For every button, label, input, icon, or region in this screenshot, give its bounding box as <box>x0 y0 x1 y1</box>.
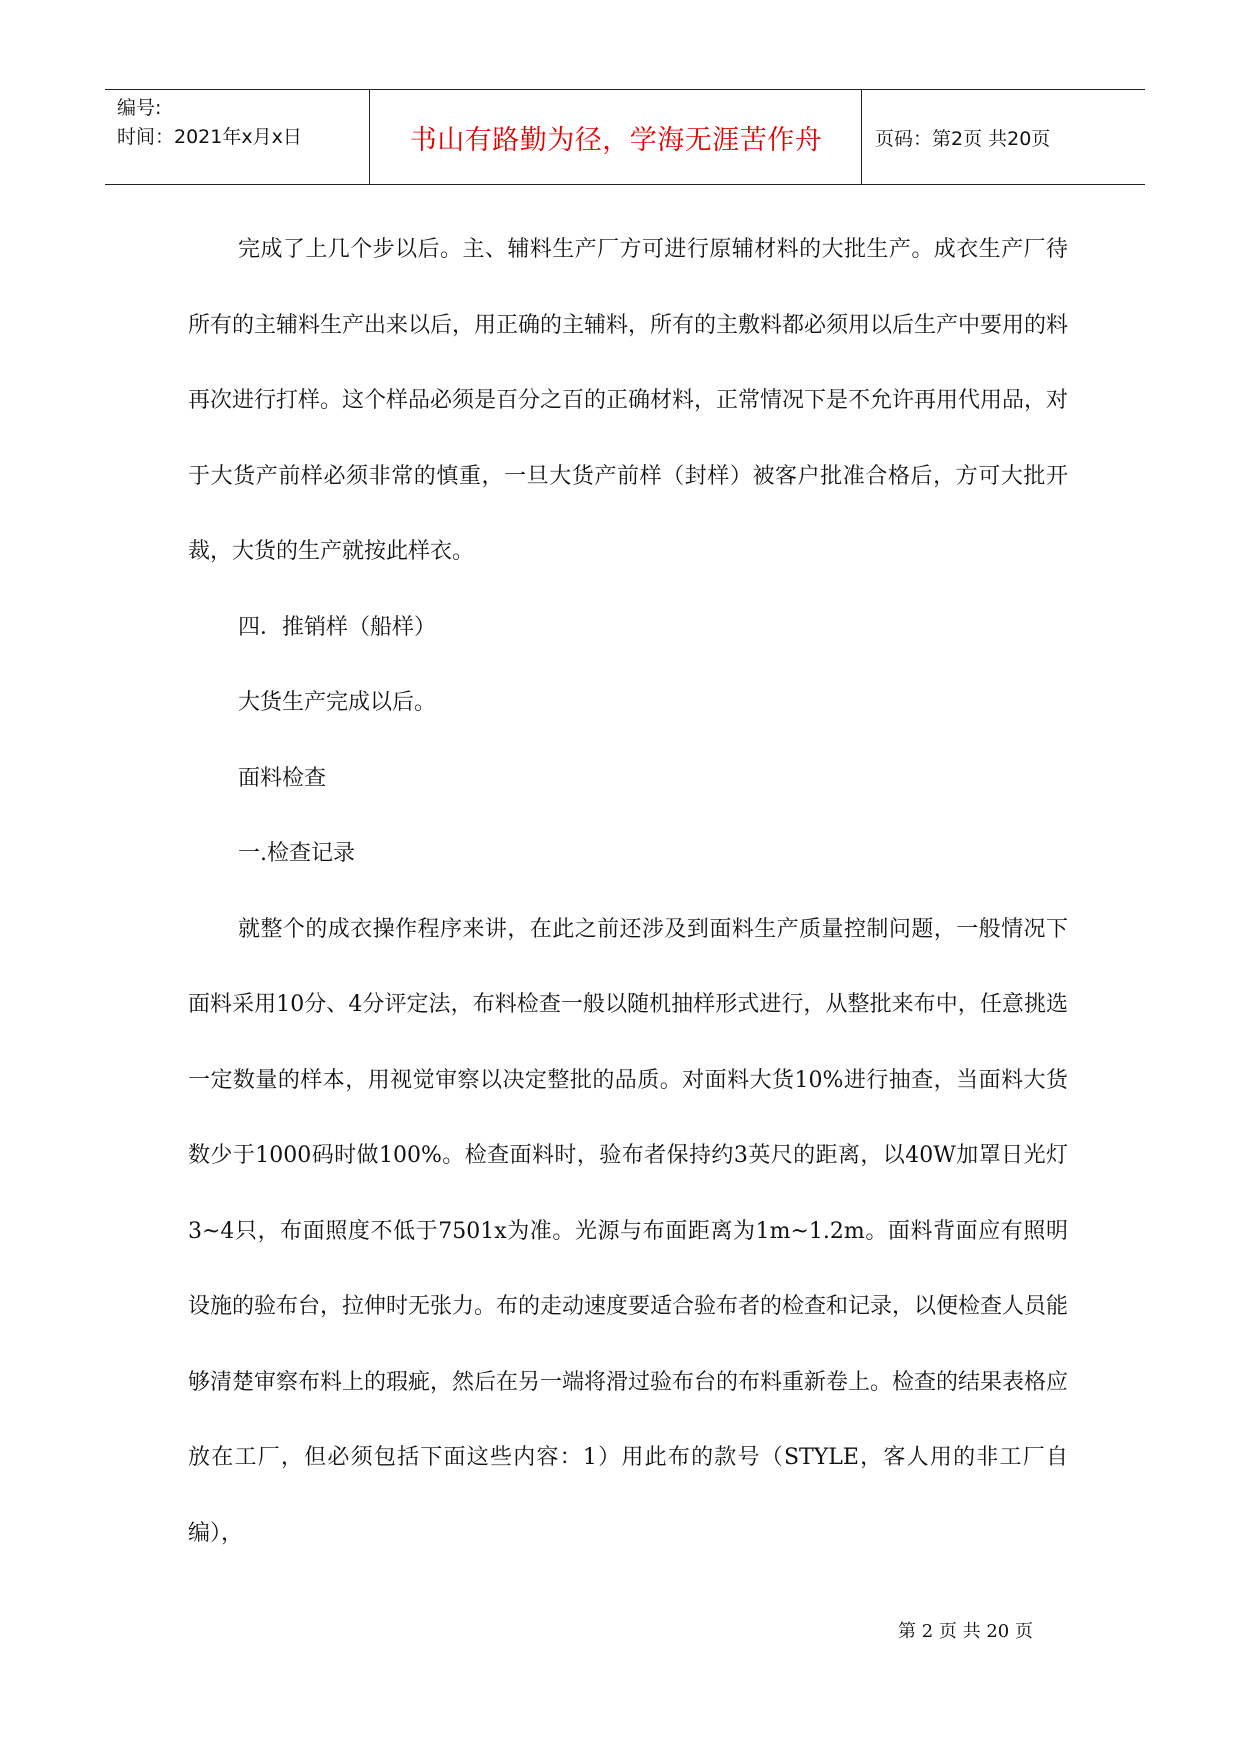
header-divider <box>369 90 370 184</box>
header-divider <box>861 90 862 184</box>
paragraph: 完成了上几个步以后。主、辅料生产厂方可进行原辅材料的大批生产。成衣生产厂待所有的主辅料生产出来以后，用正确的主辅料，所有的主敷料都必须用以后生产中要用的料再次进行打样。这个样品必须是百分之百的正确材料，正常情况下是不允许再用代用品，对于大货产前样必须非常的慎重，一旦大货产前样（封样）被客户批准合格后，方可大批开裁，大货的生产就按此样衣。 <box>188 237 1069 564</box>
paragraph: 就整个的成衣操作程序来讲，在此之前还涉及到面料生产质量控制问题，一般情况下面料采用10分、4分评定法，布料检查一般以随机抽样形式进行，从整批来布中，任意挑选一定数量的样本，用视觉审察以决定整批的品质。对面料大货10%进行抽查，当面料大货数少于1000码时做100%。检查面料时，验布者保持约3英尺的距离，以40W加罩日光灯3~4只，布面照度不低于7501x为准。光源与布面距离为1m~1.2m。面料背面应有照明设施的验布台，拉伸时无张力。布的走动速度要适合验布者的检查和记录，以便检查人员能够清楚审察布料上的瑕疵，然后在另一端将滑过验布台的布料重新卷上。检查的结果表格应放在工厂，但必须包括下面这些内容：1）用此布的款号（STYLE，客人用的非工厂自编）， <box>188 916 1069 1546</box>
header-page-label: 页码：第2页 共20页 <box>875 127 1051 150</box>
page-header <box>105 89 1145 185</box>
document-time-label: 时间：2021年x月x日 <box>117 126 302 148</box>
page-footer: 第 2 页 共 20 页 <box>898 1621 1033 1642</box>
header-meta <box>117 94 367 152</box>
document-body <box>188 212 1068 1571</box>
section-heading: 一.检查记录 <box>238 841 355 866</box>
header-motto: 书山有路勤为径，学海无涯苦作舟 <box>409 124 823 156</box>
section-heading: 四．推销样（船样） <box>238 614 437 640</box>
document-number-label: 编号: <box>117 97 162 119</box>
section-heading: 面料检查 <box>238 765 327 791</box>
paragraph: 大货生产完成以后。 <box>238 690 437 715</box>
